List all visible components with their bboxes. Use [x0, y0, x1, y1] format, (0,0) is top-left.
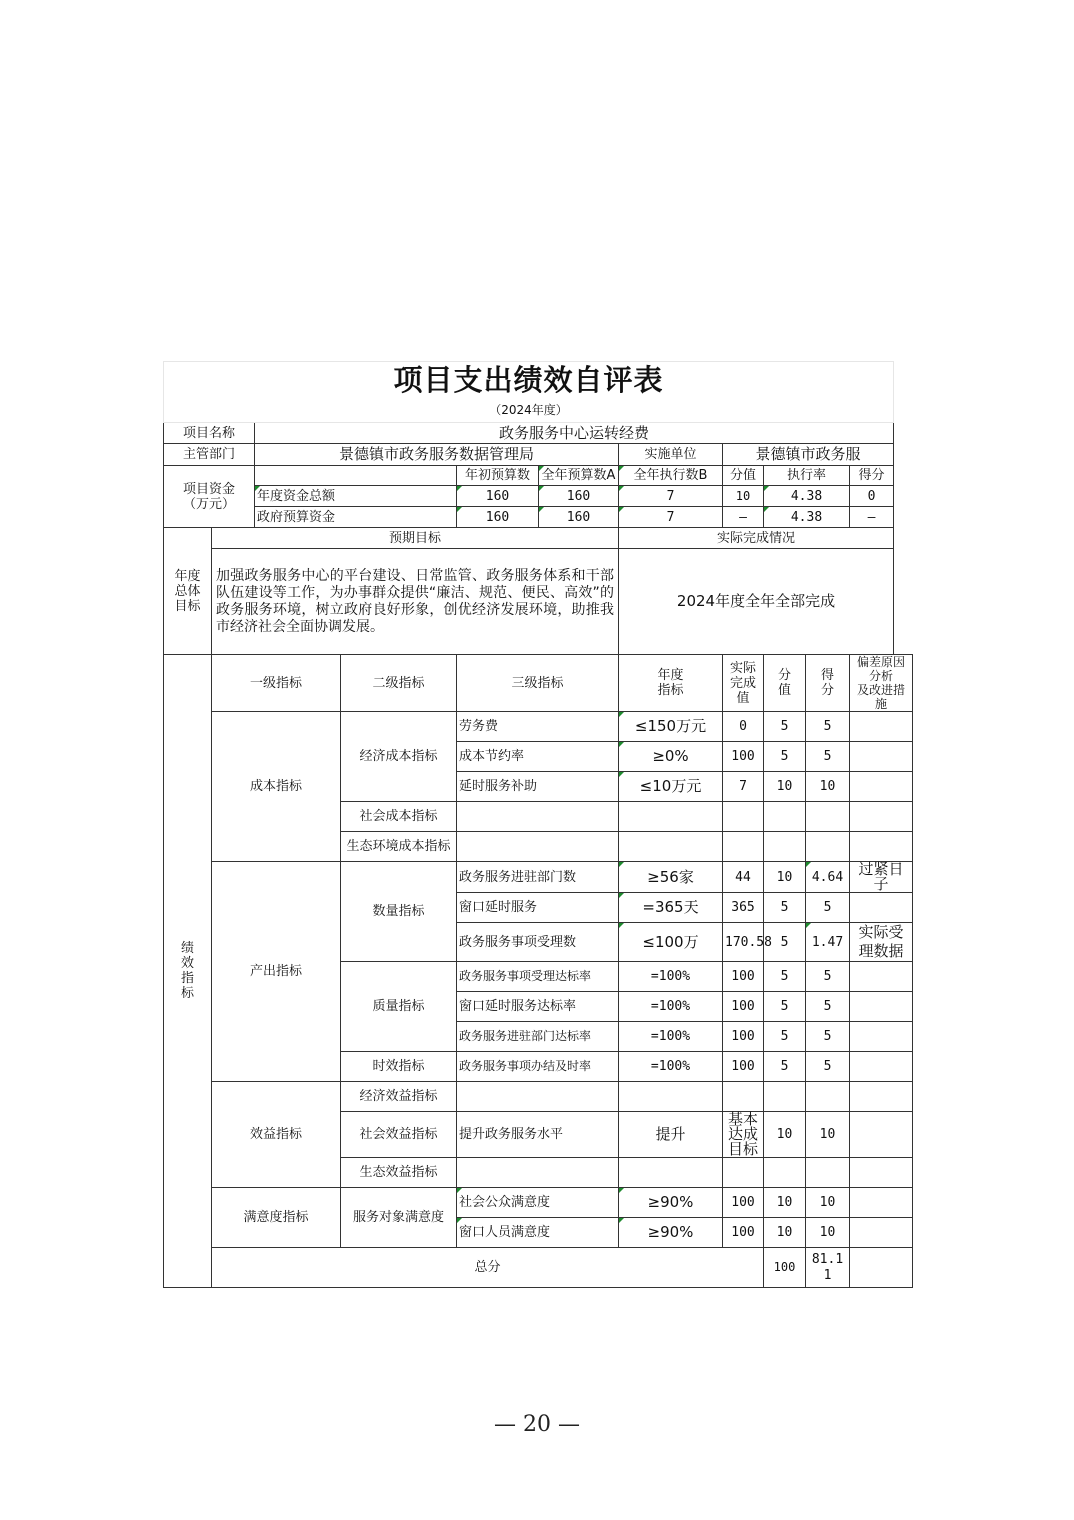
perf-indicators-label: 绩 效 指 标 [164, 655, 212, 1288]
total-funds-full: 160 [539, 486, 619, 507]
indicator-actual: 7 [723, 772, 764, 802]
indicator-name: 政务服务进驻部门达标率 [457, 1022, 619, 1052]
indicator-name: 政务服务进驻部门数 [457, 862, 619, 893]
indicator-score: 5 [764, 712, 806, 742]
indicator-target: ≥0% [619, 742, 723, 772]
indicator-actual: 基本达成目标 [723, 1112, 764, 1158]
empty-cell [619, 802, 723, 832]
exec-full-header: 全年执行数B [619, 466, 723, 486]
indicator-target: =100% [619, 1052, 723, 1082]
total-funds-label: 年度资金总额 [255, 486, 457, 507]
subgroup-eco-benefit: 生态效益指标 [341, 1158, 457, 1188]
indicator-note [850, 712, 913, 742]
empty-cell [850, 1158, 913, 1188]
indicator-actual: 100 [723, 992, 764, 1022]
empty-cell [619, 832, 723, 862]
subgroup-social-benefit: 社会效益指标 [341, 1112, 457, 1158]
impl-unit-label: 实施单位 [619, 444, 723, 466]
total-funds-initial: 160 [457, 486, 539, 507]
indicator-target: =100% [619, 962, 723, 992]
indicator-score: 5 [764, 742, 806, 772]
group-benefit: 效益指标 [212, 1082, 341, 1188]
subgroup-service-satisfaction: 服务对象满意度 [341, 1188, 457, 1248]
subgroup-econ-cost: 经济成本指标 [341, 712, 457, 802]
empty-cell [764, 1082, 806, 1112]
indicator-score: 10 [764, 1188, 806, 1218]
indicator-score: 10 [764, 1218, 806, 1248]
indicator-got: 5 [806, 962, 850, 992]
indicator-got: 5 [806, 893, 850, 923]
group-satisfaction: 满意度指标 [212, 1188, 341, 1248]
actual-value-header: 实际 完成值 [723, 655, 764, 712]
page-title: 项目支出绩效自评表 [164, 362, 894, 400]
annual-goal-label: 年度 总体 目标 [164, 528, 212, 655]
indicator-actual: 100 [723, 742, 764, 772]
empty-cell [723, 802, 764, 832]
total-funds-score: 10 [723, 486, 764, 507]
indicator-target: 提升 [619, 1112, 723, 1158]
department-label: 主管部门 [164, 444, 255, 466]
indicator-got: 5 [806, 1022, 850, 1052]
budget-initial-header: 年初预算数 [457, 466, 539, 486]
indicator-note [850, 1218, 913, 1248]
indicator-name: 延时服务补助 [457, 772, 619, 802]
indicator-name: 提升政务服务水平 [457, 1112, 619, 1158]
subgroup-social-cost: 社会成本指标 [341, 802, 457, 832]
ind-score-got-header: 得 分 [806, 655, 850, 712]
empty-cell [806, 1158, 850, 1188]
empty-cell [619, 1158, 723, 1188]
annual-target-header: 年度 指标 [619, 655, 723, 712]
level1-header: 一级指标 [212, 655, 341, 712]
empty-cell [723, 832, 764, 862]
department-value: 景德镇市政务服务数据管理局 [255, 444, 619, 466]
subgroup-timeliness: 时效指标 [341, 1052, 457, 1082]
indicator-score: 10 [764, 1112, 806, 1158]
indicator-got: 4.64 [806, 862, 850, 893]
subgroup-eco-cost: 生态环境成本指标 [341, 832, 457, 862]
empty-cell [457, 1158, 619, 1188]
empty-cell [806, 1082, 850, 1112]
indicator-note: 实际受理数据 [850, 923, 913, 962]
empty-cell [723, 1158, 764, 1188]
level2-header: 二级指标 [341, 655, 457, 712]
indicator-note [850, 992, 913, 1022]
indicator-note [850, 962, 913, 992]
indicator-actual: 100 [723, 1052, 764, 1082]
expected-goal-text: 加强政务服务中心的平台建设、日常监管、政务服务体系和干部队伍建设等工作，为办事群众提供“廉洁、规范、便民、高效”的政务服务环境，树立政府良好形象，创优经济发展环境，助推我市经济社会全面协调发展。 [212, 549, 619, 655]
gov-funds-rate: 4.38 [764, 507, 850, 528]
deviation-header: 偏差原因分析 及改进措施 [850, 655, 913, 712]
indicator-got: 5 [806, 992, 850, 1022]
indicator-name: 政务服务事项受理数 [457, 923, 619, 962]
total-funds-got: 0 [850, 486, 894, 507]
indicator-got: 5 [806, 712, 850, 742]
indicator-actual: 100 [723, 1022, 764, 1052]
empty-cell [723, 1082, 764, 1112]
gov-funds-full: 160 [539, 507, 619, 528]
indicator-note: 过紧日子 [850, 862, 913, 893]
empty-cell [764, 832, 806, 862]
empty-cell [457, 832, 619, 862]
empty-cell [850, 802, 913, 832]
indicator-name: 窗口延时服务达标率 [457, 992, 619, 1022]
empty-cell [764, 802, 806, 832]
funds-header-blank [255, 466, 457, 486]
empty-cell [850, 832, 913, 862]
indicator-score: 5 [764, 1052, 806, 1082]
empty-cell [806, 832, 850, 862]
actual-status-text: 2024年度全年全部完成 [619, 549, 894, 655]
gov-funds-label: 政府预算资金 [255, 507, 457, 528]
funds-label: 项目资金 （万元） [164, 466, 255, 528]
indicator-score: 5 [764, 1022, 806, 1052]
indicator-got: 10 [806, 1112, 850, 1158]
indicator-name: 政务服务事项办结及时率 [457, 1052, 619, 1082]
report-year: （2024年度） [164, 400, 894, 423]
empty-cell [850, 1248, 913, 1288]
indicator-got: 10 [806, 1218, 850, 1248]
subgroup-quantity: 数量指标 [341, 862, 457, 962]
indicator-name: 窗口延时服务 [457, 893, 619, 923]
indicator-got: 1.47 [806, 923, 850, 962]
indicator-got: 5 [806, 742, 850, 772]
indicator-score: 5 [764, 992, 806, 1022]
group-output: 产出指标 [212, 862, 341, 1082]
empty-cell [764, 1158, 806, 1188]
indicator-target: =365天 [619, 893, 723, 923]
indicator-name: 社会公众满意度 [457, 1188, 619, 1218]
indicator-score: 10 [764, 862, 806, 893]
indicator-actual: 365 [723, 893, 764, 923]
gov-funds-exec: 7 [619, 507, 723, 528]
indicator-actual: 100 [723, 1188, 764, 1218]
indicator-actual: 0 [723, 712, 764, 742]
indicator-actual: 100 [723, 962, 764, 992]
group-cost: 成本指标 [212, 712, 341, 862]
subgroup-quality: 质量指标 [341, 962, 457, 1052]
project-name-value: 政务服务中心运转经费 [255, 423, 894, 444]
page-number: — 20 — [494, 1412, 580, 1437]
total-score-got: 81.11 [806, 1248, 850, 1288]
indicator-got: 10 [806, 1188, 850, 1218]
indicator-score: 5 [764, 893, 806, 923]
indicator-target: ≤100万 [619, 923, 723, 962]
expected-goal-header: 预期目标 [212, 528, 619, 549]
total-funds-exec: 7 [619, 486, 723, 507]
indicator-score: 5 [764, 923, 806, 962]
ind-score-value-header: 分 值 [764, 655, 806, 712]
total-funds-rate: 4.38 [764, 486, 850, 507]
budget-full-header: 全年预算数A [539, 466, 619, 486]
score-got-header: 得分 [850, 466, 894, 486]
indicator-score: 5 [764, 962, 806, 992]
indicator-note [850, 1188, 913, 1218]
indicator-name: 政务服务事项受理达标率 [457, 962, 619, 992]
indicator-actual: 100 [723, 1218, 764, 1248]
indicator-note [850, 772, 913, 802]
indicator-note [850, 1052, 913, 1082]
indicator-target: =100% [619, 992, 723, 1022]
impl-unit-value: 景德镇市政务服 [723, 444, 894, 466]
indicator-target: ≥90% [619, 1218, 723, 1248]
level3-header: 三级指标 [457, 655, 619, 712]
exec-rate-header: 执行率 [764, 466, 850, 486]
empty-cell [850, 1082, 913, 1112]
project-name-label: 项目名称 [164, 423, 255, 444]
indicator-name: 劳务费 [457, 712, 619, 742]
indicator-note [850, 893, 913, 923]
indicator-target: =100% [619, 1022, 723, 1052]
empty-cell [806, 802, 850, 832]
self-evaluation-table [163, 361, 913, 1288]
total-score-label: 总分 [212, 1248, 764, 1288]
indicator-actual: 44 [723, 862, 764, 893]
gov-funds-got: — [850, 507, 894, 528]
empty-cell [619, 1082, 723, 1112]
indicator-note [850, 1022, 913, 1052]
gov-funds-score: — [723, 507, 764, 528]
empty-cell [457, 1082, 619, 1112]
indicator-note [850, 1112, 913, 1158]
indicator-target: ≤150万元 [619, 712, 723, 742]
gov-funds-initial: 160 [457, 507, 539, 528]
actual-status-header: 实际完成情况 [619, 528, 894, 549]
indicator-score: 10 [764, 772, 806, 802]
indicator-target: ≥56家 [619, 862, 723, 893]
subgroup-econ-benefit: 经济效益指标 [341, 1082, 457, 1112]
indicator-actual: 170.58 [723, 923, 764, 962]
total-score-value: 100 [764, 1248, 806, 1288]
empty-cell [457, 802, 619, 832]
indicator-name: 成本节约率 [457, 742, 619, 772]
indicator-got: 10 [806, 772, 850, 802]
score-value-header: 分值 [723, 466, 764, 486]
indicator-target: ≥90% [619, 1188, 723, 1218]
indicator-name: 窗口人员满意度 [457, 1218, 619, 1248]
indicator-got: 5 [806, 1052, 850, 1082]
indicator-target: ≤10万元 [619, 772, 723, 802]
indicator-note [850, 742, 913, 772]
